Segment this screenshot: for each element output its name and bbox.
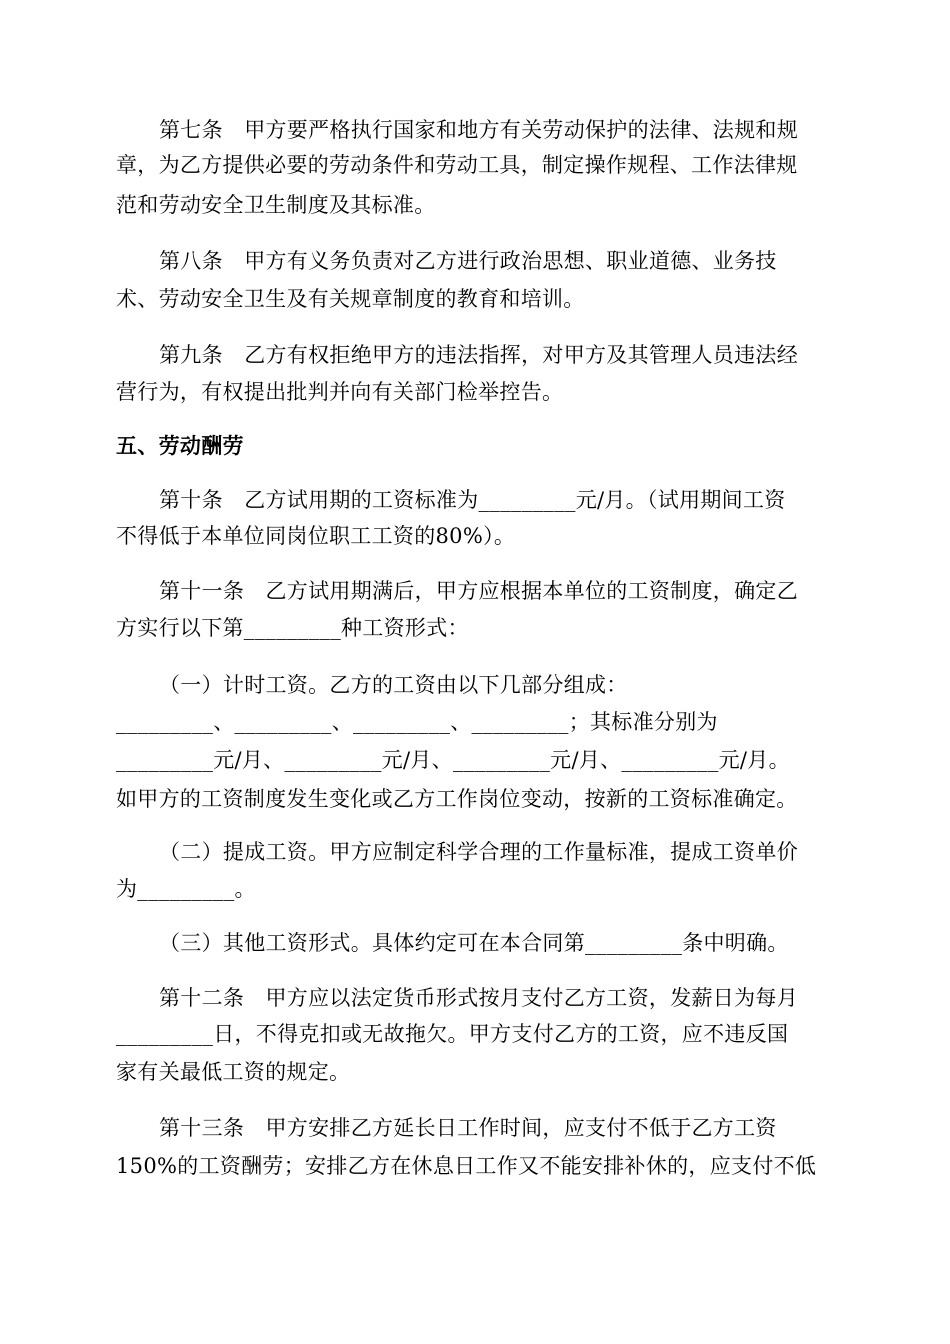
article-11-line-1: 第十一条 乙方试用期满后，甲方应根据本单位的工资制度，确定乙 bbox=[159, 579, 798, 603]
article-8-line-1: 第八条 甲方有义务负责对乙方进行政治思想、职业道德、业务技 bbox=[159, 249, 777, 273]
item-2-line-2: 为_________。 bbox=[116, 877, 256, 901]
article-9-line-2: 营行为，有权提出批判并向有关部门检举控告。 bbox=[116, 380, 564, 404]
article-9-line-1: 第九条 乙方有权拒绝甲方的违法指挥，对甲方及其管理人员违法经 bbox=[159, 343, 798, 367]
item-1-line-1: （一）计时工资。乙方的工资由以下几部分组成： bbox=[159, 673, 628, 697]
article-12-line-2: _________日，不得克扣或无故拖欠。甲方支付乙方的工资，应不违反国 bbox=[116, 1022, 789, 1046]
article-12-line-1: 第十二条 甲方应以法定货币形式按月支付乙方工资，发薪日为每月 bbox=[159, 986, 798, 1010]
section-5-heading: 五、劳动酬劳 bbox=[116, 433, 244, 458]
article-11-line-2: 方实行以下第_________种工资形式： bbox=[116, 616, 469, 640]
article-7-line-2: 章，为乙方提供必要的劳动条件和劳动工具，制定操作规程、工作法律规 bbox=[116, 153, 798, 177]
article-10-line-1: 第十条 乙方试用期的工资标准为_________元/月。（试用期间工资 bbox=[159, 488, 786, 512]
item-1-line-4: 如甲方的工资制度发生变化或乙方工作岗位变动，按新的工资标准确定。 bbox=[116, 787, 798, 811]
item-1-line-2: _________、_________、_________、_________；其标准分别为 bbox=[116, 710, 718, 734]
item-1-line-3: _________元/月、_________元/月、_________元/月、_________元/月。 bbox=[116, 748, 790, 772]
article-7-line-1: 第七条 甲方要严格执行国家和地方有关劳动保护的法律、法规和规 bbox=[159, 118, 798, 142]
article-13-line-1: 第十三条 甲方安排乙方延长日工作时间，应支付不低于乙方工资 bbox=[159, 1116, 777, 1140]
article-13-line-2: 150%的工资酬劳；安排乙方在休息日工作又不能安排补休的，应支付不低 bbox=[116, 1154, 817, 1178]
article-7-line-3: 范和劳动安全卫生制度及其标准。 bbox=[116, 193, 436, 217]
item-3-line-1: （三）其他工资形式。具体约定可在本合同第_________条中明确。 bbox=[159, 931, 789, 955]
article-8-line-2: 术、劳动安全卫生及有关规章制度的教育和培训。 bbox=[116, 287, 585, 311]
article-10-line-2: 不得低于本单位同岗位职工工资的80%）。 bbox=[116, 524, 516, 548]
article-12-line-3: 家有关最低工资的规定。 bbox=[116, 1060, 351, 1084]
item-2-line-1: （二）提成工资。甲方应制定科学合理的工作量标准，提成工资单价 bbox=[159, 840, 798, 864]
